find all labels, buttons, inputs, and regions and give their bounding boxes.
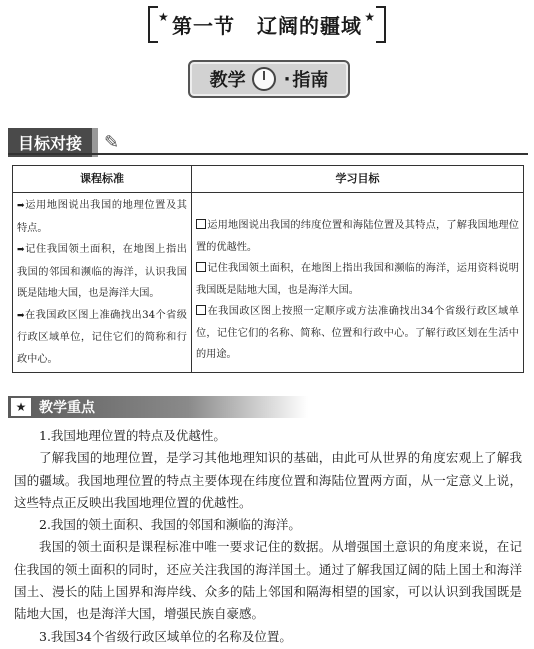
objective-item xyxy=(196,301,519,366)
standards-cell xyxy=(13,193,192,373)
column-header-objectives: 学习目标 xyxy=(192,166,524,193)
objective-text: 记住我国领土面积，在地图上指出我国和濒临的海洋，运用资料说明我国既是陆地大国，也是海洋大国。 xyxy=(196,263,519,296)
section-number: 第一节 xyxy=(172,14,235,38)
table-header-row xyxy=(13,166,524,193)
checkbox-icon xyxy=(196,219,206,229)
left-bracket xyxy=(148,6,158,43)
compass-icon xyxy=(252,67,276,91)
standard-item xyxy=(17,195,187,239)
star-icon: ★ xyxy=(158,10,170,24)
banner-left-text: 教学 xyxy=(209,70,246,91)
keypoint-item: 2.我国的领土面积、我国的邻国和濒临的海洋。 xyxy=(39,517,301,533)
section-name: 辽阔的疆域 xyxy=(257,14,362,38)
right-bracket xyxy=(376,6,386,43)
keypoint-item: 3.我国34个省级行政区域单位的名称及位置。 xyxy=(39,628,292,644)
keypoint-item: 1.我国地理位置的特点及优越性。 xyxy=(39,428,226,443)
checkbox-icon xyxy=(196,305,206,315)
goals-table xyxy=(12,165,524,373)
keypoints-heading xyxy=(8,396,308,418)
goals-heading-label: 目标对接 xyxy=(8,128,98,157)
objective-text: 运用地图说出我国的纬度位置和海陆位置及其特点，了解我国地理位置的优越性。 xyxy=(196,220,519,253)
arrow-bullet-icon: ➡ xyxy=(17,201,25,211)
standard-item xyxy=(17,305,187,371)
column-header-standards: 课程标准 xyxy=(13,166,192,193)
objective-item xyxy=(196,215,519,258)
star-icon: ★ xyxy=(11,398,31,416)
heading-rule xyxy=(8,153,528,155)
title-frame xyxy=(144,4,390,45)
pen-icon: ✎ xyxy=(104,132,120,153)
standard-text: 在我国政区图上准确找出34个省级行政区域单位，记住它们的简称和行政中心。 xyxy=(17,309,187,365)
keypoint-paragraph: 了解我国的地理位置，是学习其他地理知识的基础，由此可从世界的角度宏观上了解我国的疆域。我国地理位置的特点主要体现在纬度位置和海陆位置两方面，从一定意义上说，这些特点正反映出我国地理位置的优越性。 xyxy=(14,450,522,510)
section-title xyxy=(0,4,534,45)
arrow-bullet-icon: ➡ xyxy=(17,245,25,255)
standard-item xyxy=(17,239,187,305)
arrow-bullet-icon: ➡ xyxy=(17,310,25,321)
table-row xyxy=(13,193,524,373)
objective-item xyxy=(196,258,519,301)
standard-text: 运用地图说出我国的地理位置及其特点。 xyxy=(17,200,187,234)
keypoints-heading-label: 教学重点 xyxy=(39,400,95,416)
keypoints-body xyxy=(14,425,522,648)
banner-right-text: 指南 xyxy=(292,70,329,91)
objectives-cell xyxy=(192,193,524,373)
keypoint-paragraph: 我国的领土面积是课程标准中唯一要求记住的数据。从增强国土意识的角度来说，在记住我国的领土面积的同时，还应关注我国的海洋国土。通过了解我国辽阔的陆上国土和海洋国土、漫长的陆上国界和海岸线、众多的陆上邻国和隔海相望的国家，可以认识到我国既是陆地大国，也是海洋大国，增强民族自豪感。 xyxy=(14,539,522,622)
checkbox-icon xyxy=(196,262,206,272)
standard-text: 记住我国领土面积，在地图上指出我国的邻国和濒临的海洋，认识我国既是陆地大国，也是海洋大国。 xyxy=(17,244,187,299)
star-icon: ★ xyxy=(364,10,376,24)
banner-dot: · xyxy=(283,68,291,90)
teaching-guide-banner xyxy=(188,60,350,98)
objective-text: 在我国政区图上按照一定顺序或方法准确找出34个省级行政区域单位，记住它们的名称、简称、位置和行政中心。了解行政区划在生活中的用途。 xyxy=(196,306,519,361)
